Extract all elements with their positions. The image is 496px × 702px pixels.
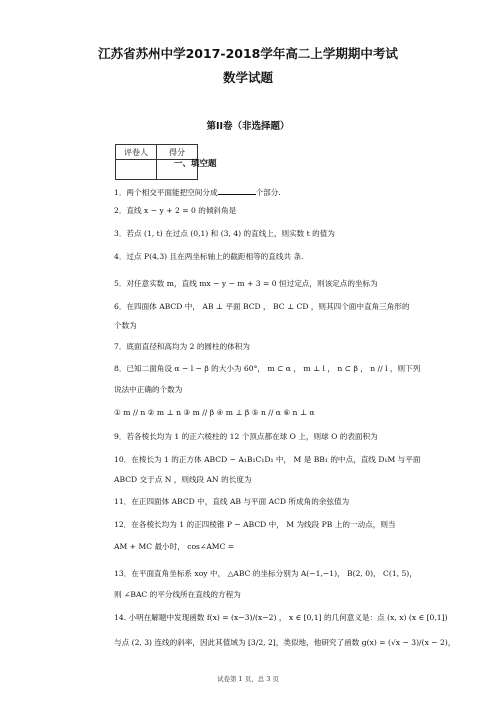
question-14-cont: 与点 (2, 3) 连线的斜率，因此其值域为 [3/2, 2]，类似地，他研究了函数 g(x) = (√x − 3)/(x − 2)，: [114, 638, 456, 647]
section-title: 一、填空题: [174, 159, 217, 169]
score-header: 得分: [157, 145, 198, 160]
question-6-cont: 个数为: [114, 321, 137, 330]
question-5: 5．对任意实数 m，直线 mx − y − m + 3 = 0 恒过定点，则该定点的坐标为: [114, 279, 378, 288]
question-8-cont: 说法中正确的个数为: [114, 385, 183, 394]
volume-label: 第II卷（非选择题）: [206, 121, 290, 132]
question-6: 6．在四面体 ABCD 中， AB ⊥ 平面 BCD ， BC ⊥ CD ，则其四个面中直角三角形的: [114, 302, 410, 311]
question-12-cont: AM + MC 最小时， cos∠AMC =: [114, 542, 235, 551]
question-1-text: 1．两个相交平面能把空间分成: [114, 188, 218, 197]
exam-subtitle: 数学试题: [222, 70, 273, 85]
grader-header: 评卷人: [116, 145, 157, 160]
grader-cell: [116, 160, 157, 180]
question-13: 13．在平面直角坐标系 xoy 中， △ABC 的坐标分别为 A(−1,−1)， B(2, 0)， C(1, 5)，: [114, 569, 417, 578]
question-9: 9．若各棱长均为 1 的正六棱柱的 12 个顶点都在球 O 上，则球 O 的表面积为: [114, 432, 378, 441]
question-1: [114, 186, 281, 198]
question-13-cont: 则 ∠BAC 的平分线所在直线的方程为: [114, 590, 241, 599]
question-1-tail: 个部分.: [255, 188, 281, 197]
question-3: 3．若点 (1, t) 在过点 (0,1) 和 (3, 4) 的直线上，则实数 t 的值为: [114, 229, 335, 238]
question-8-options: ① m // n ② m ⊥ n ③ m // β ④ m ⊥ β ⑤ n // α ⑥ n ⊥ α: [114, 408, 315, 417]
answer-blank: [218, 186, 256, 195]
question-7: 7．底面直径和高均为 2 的圆柱的体积为: [114, 342, 250, 351]
question-8: 8．已知二面角设 α − l − β 的大小为 60°， m ⊂ α ， m ⊥ l ， n ⊂ β ， n // l ，则下列: [114, 364, 421, 373]
question-14: 14. 小明在解题中发现函数 f(x) = (x−3)/(x−2) ， x ∈ [0,1] 的几何意义是：点 (x, x) (x ∈ [0,1]): [114, 613, 448, 622]
page-footer: 试卷第 1 页，总 3 页: [216, 675, 280, 683]
question-4: 4．过点 P(4,3) 且在两坐标轴上的截距相等的直线共 条.: [114, 252, 304, 261]
question-10: 10．在棱长为 1 的正方体 ABCD − A₁B₁C₁D₁ 中， M 是 BB₁ 的中点，直线 D₁M 与平面: [114, 455, 421, 464]
question-2: 2．直线 x − y + 2 = 0 的倾斜角是: [114, 206, 237, 215]
exam-title: 江苏省苏州中学2017-2018学年高二上学期期中考试: [98, 46, 398, 61]
question-12: 12．在各棱长均为 1 的正四棱锥 P − ABCD 中， M 为线段 PB 上的一动点，则当: [114, 520, 396, 529]
question-10-cont: ABCD 交于点 N ，则线段 AN 的长度为: [114, 475, 252, 484]
question-11: 11．在正四面体 ABCD 中，直线 AB 与平面 ACD 所成角的余弦值为: [114, 497, 350, 506]
